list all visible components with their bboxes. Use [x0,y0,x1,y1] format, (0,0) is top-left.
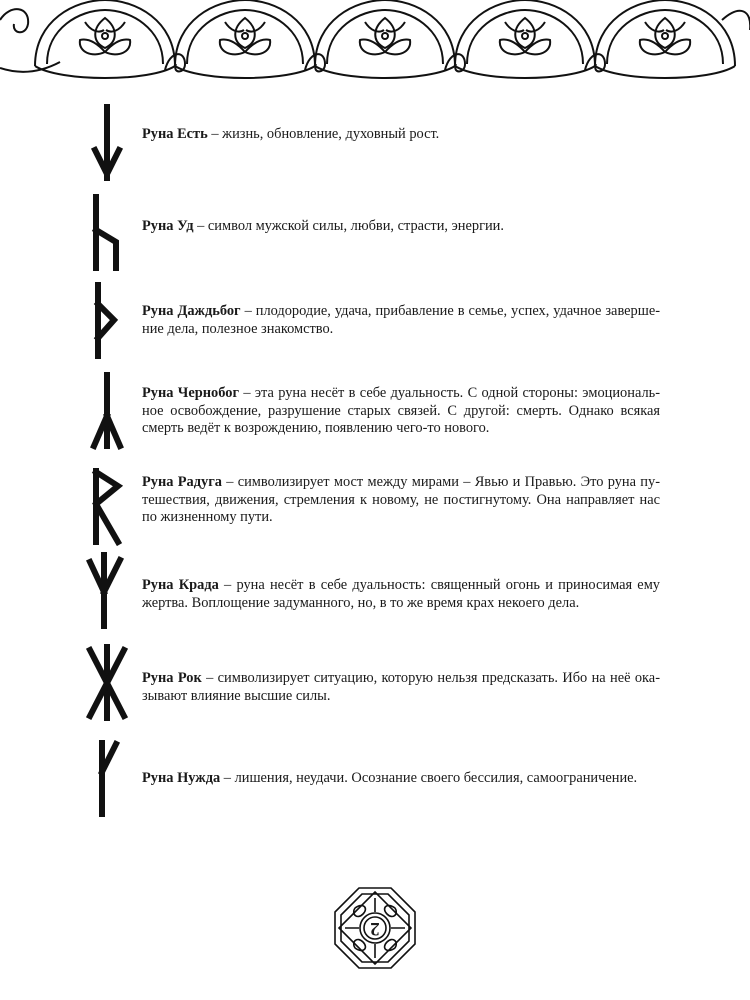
rune-rok-name: Руна Рок [142,670,202,686]
rune-ud-icon [82,194,132,272]
page-number: 2 [370,918,380,939]
rune-krada-description [142,577,660,612]
rune-rok-text: – символизирует ситуацию, которую нельзя предсказать. Ибо на неё оказывают влияние высшие силы. [142,670,660,704]
rune-dazhdbog-icon [82,282,132,360]
rune-dazhdbog-name: Руна Даждьбог [142,303,241,319]
rune-chernobog-name: Руна Чернобог [142,385,239,401]
rune-rok-description [142,670,660,705]
rune-chernobog-icon [82,372,132,450]
rune-nuzhda-text: – лишения, неудачи. Осознание своего бессилия, самоограничение. [220,770,638,786]
rune-ud-text: – символ мужской силы, любви, страсти, энергии. [193,218,504,234]
rune-krada-text: – руна несёт в себе дуальность: священный огонь и приносимая ему жертва. Воплощение задуманного, но, в то же время крах некоего дела. [142,577,660,611]
rune-dazhdbog-description [142,303,660,338]
rune-nuzhda-name: Руна Нужда [142,770,221,786]
rune-chernobog-text: – эта руна несёт в себе дуальность. С одной стороны: эмоциональное освобождение, разрушение старых связей. С другой: смерть. Однако всякая смерть ведёт к возрождению, появлению чего-то нового. [142,385,661,436]
rune-nuzhda-icon [82,740,132,818]
rune-est-name: Руна Есть [142,126,208,142]
rune-est-text: – жизнь, обновление, духовный рост. [207,126,440,142]
rune-chernobog-description [142,385,660,438]
rune-ud-name: Руна Уд [142,218,194,234]
rune-rok-icon [82,644,132,722]
rune-est-description [142,126,660,144]
rune-raduga-description [142,474,660,527]
rune-raduga-text: – символизирует мост между мирами – Явью и Правью. Это руна путешествия, движения, стремления к новому, не постигнутому. Она направляет нас по жизненному пути. [142,474,660,525]
rune-krada-name: Руна Крада [142,577,219,593]
rune-dazhdbog-text: – плодородие, удача, прибавление в семье, успех, удачное завершение дела, полезное знакомство. [142,303,661,337]
rune-est-icon [82,104,132,182]
rune-krada-icon [82,552,132,630]
rune-ud-description [142,218,660,236]
rune-raduga-name: Руна Радуга [142,474,222,490]
rune-nuzhda-description [142,770,660,788]
floral-border-top [0,0,750,80]
rune-raduga-icon [82,468,132,546]
